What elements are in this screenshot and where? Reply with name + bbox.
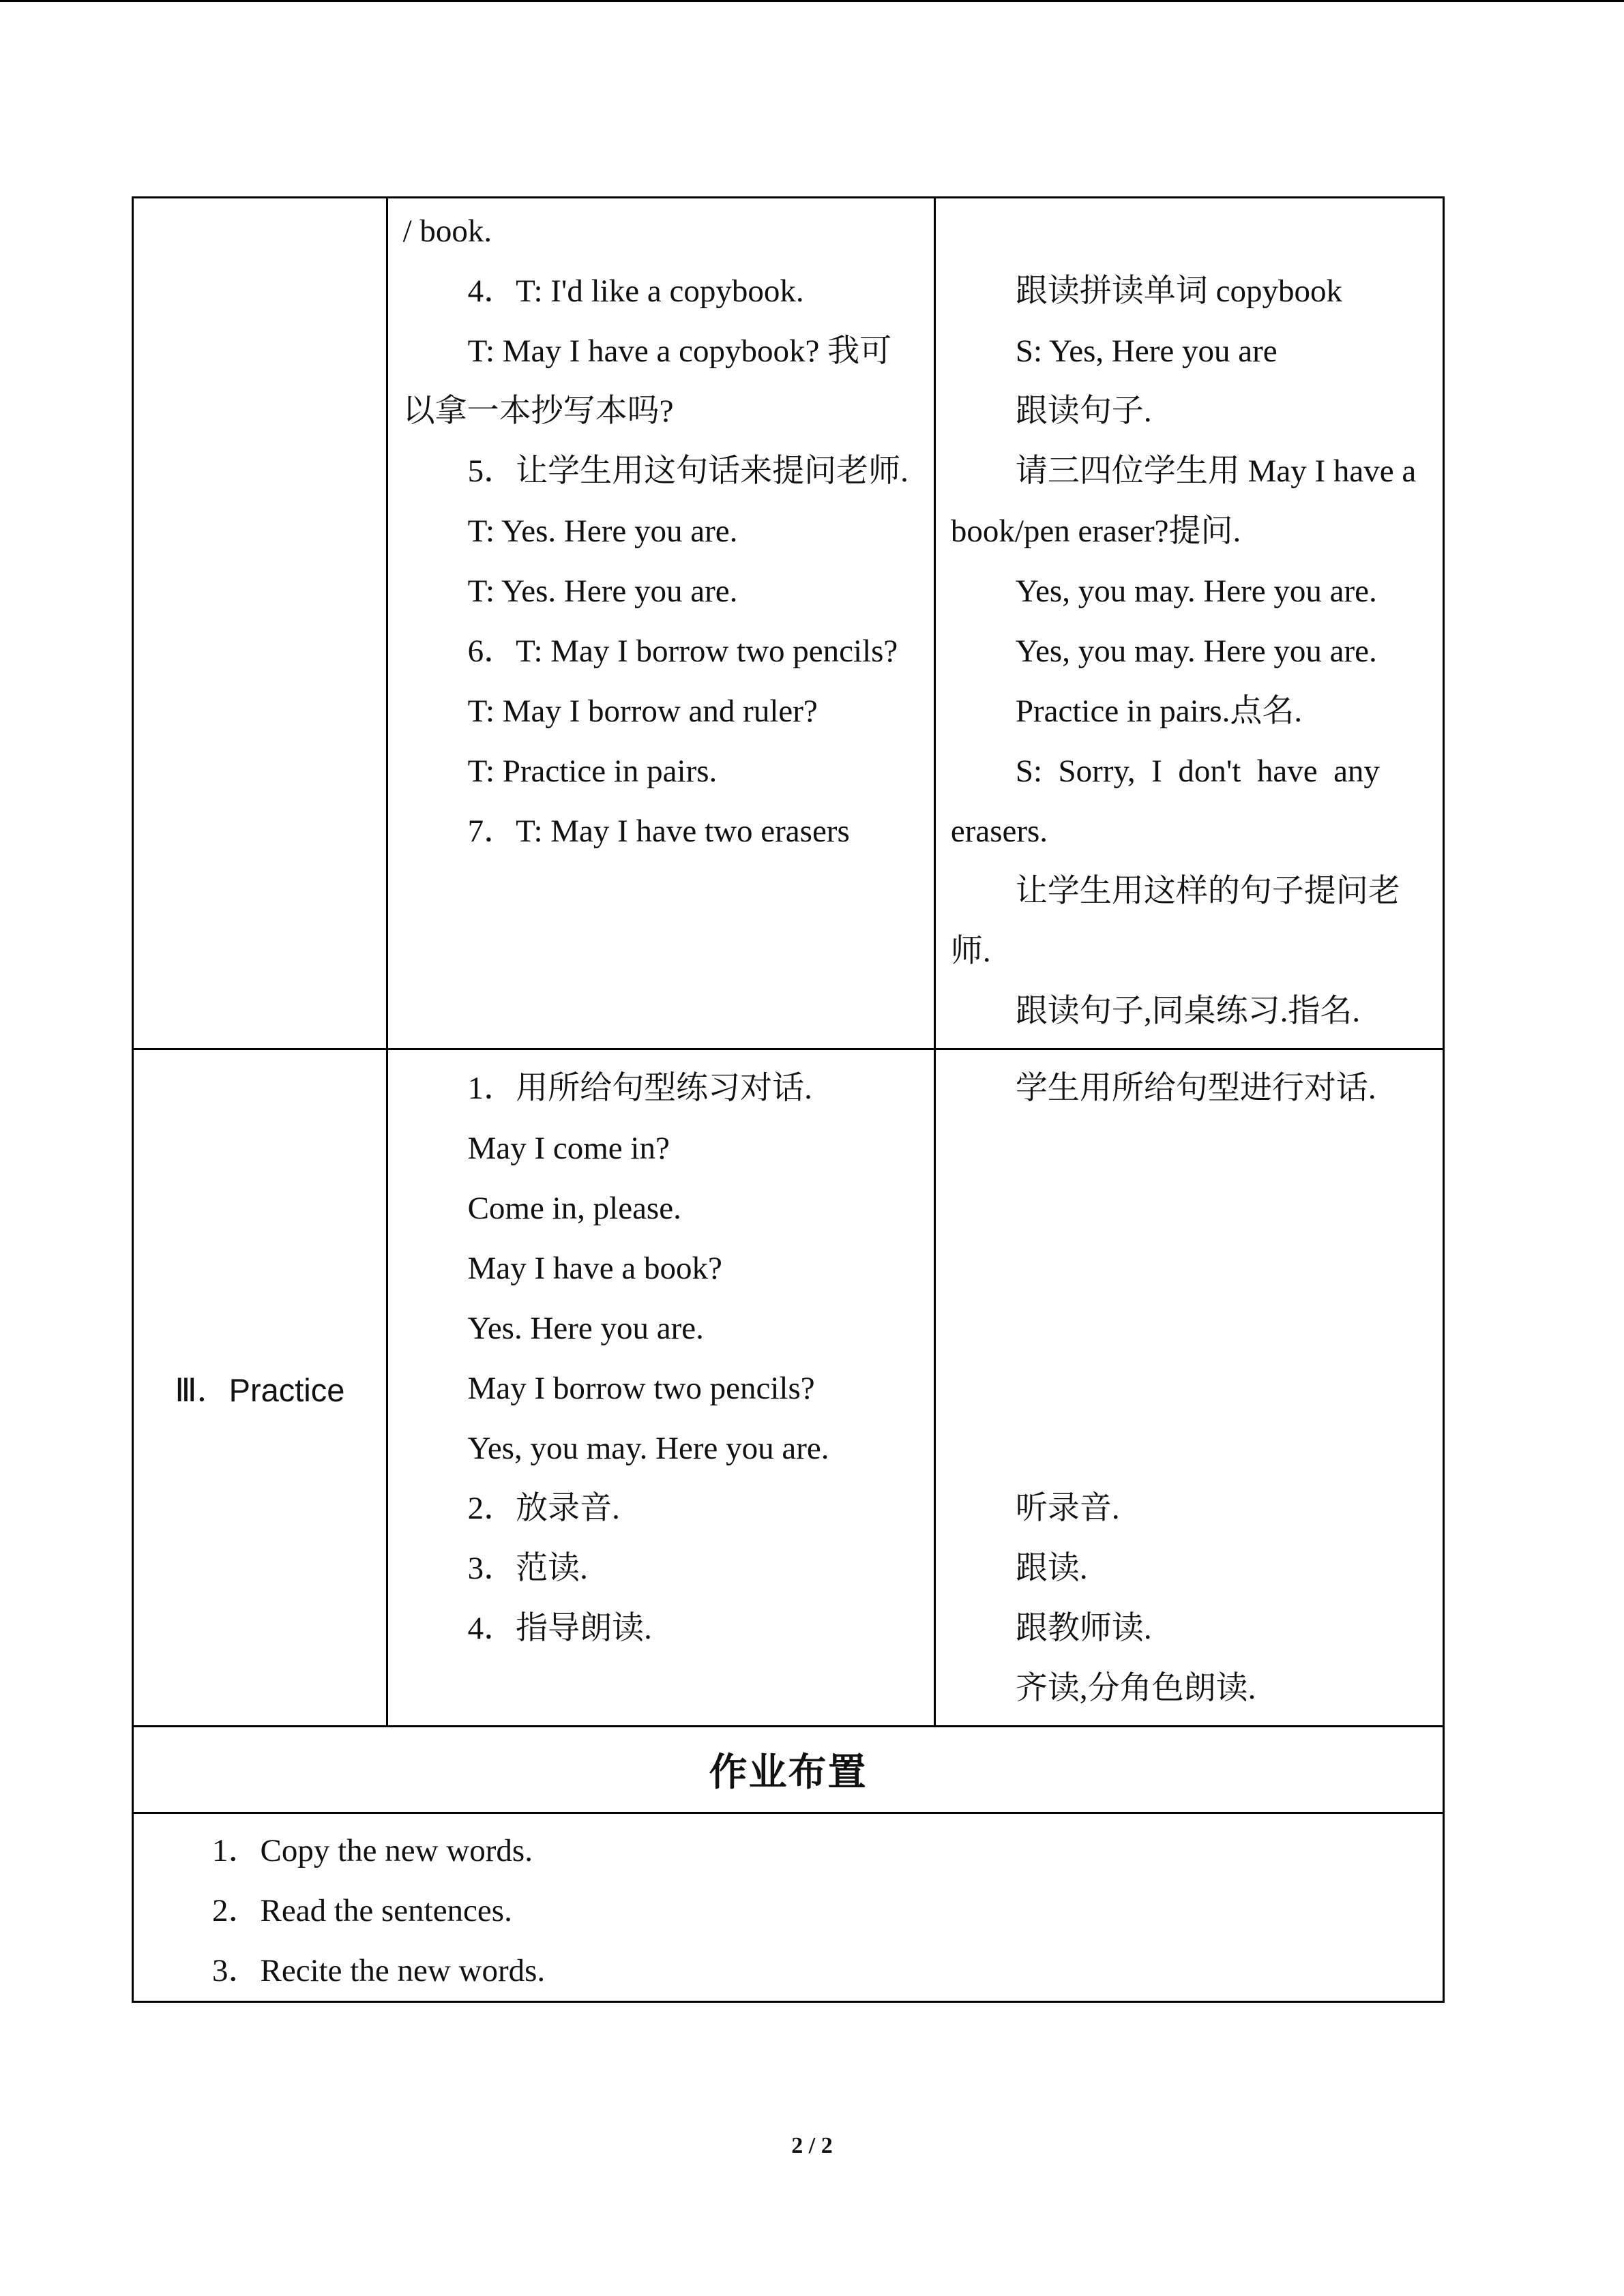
student-line: 跟读句子. [1015,393,1152,429]
stage-label: Ⅲ．Practice [175,1371,345,1408]
student-line [951,1118,1429,1178]
teacher-line: Yes, you may. Here you are. [467,1431,829,1466]
student-line: erasers. [950,814,1048,849]
teacher-line: May I have a book? [467,1251,722,1286]
top-border-line [0,0,1624,2]
student-line [951,1238,1429,1298]
student-line [951,1178,1429,1238]
student-line: 跟读句子,同桌练习.指名. [1015,994,1361,1029]
teacher-line: T: Practice in pairs. [467,754,718,789]
student-line: 跟读拼读单词 copybook [1015,273,1342,309]
table-row-practice [133,1049,1444,1727]
teacher-line: 4．指导朗读. [467,1611,652,1646]
teacher-line: T: May I borrow and ruler? [467,694,818,729]
lesson-plan-table [132,196,1445,2003]
teacher-line: T: Yes. Here you are. [467,513,738,549]
student-line [951,1358,1429,1418]
student-line: 跟教师读. [1015,1611,1152,1646]
teacher-line: May I come in? [467,1131,670,1166]
teacher-line: T: May I have a copybook? 我可 [467,333,892,369]
student-line: book/pen eraser?提问. [950,513,1241,549]
table-row-homework-title [133,1727,1444,1813]
student-line: S: Sorry, I don't have any [1015,754,1380,789]
homework-item: 2．Read the sentences. [212,1893,512,1928]
teacher-line: Come in, please. [467,1191,681,1226]
student-line: 学生用所给句型进行对话. [1015,1071,1376,1106]
student-line [951,1298,1429,1358]
student-line: Yes, you may. Here you are. [1015,633,1377,669]
teacher-activity-cell [387,198,934,1049]
homework-item: 3．Recite the new words. [212,1953,546,1988]
stage-cell-practice [133,1049,387,1727]
teacher-line: / book. [402,213,492,249]
student-line: 听录音. [1015,1491,1120,1526]
teacher-line: May I borrow two pencils? [467,1371,815,1406]
table-row-homework-items [133,1813,1444,2002]
teacher-line: 5．让学生用这句话来提问老师. [467,453,909,489]
student-line: 师. [950,934,991,969]
teacher-line: 1．用所给句型练习对话. [467,1071,812,1106]
teacher-activity-cell [387,1049,934,1727]
homework-items-cell [133,1813,1444,2002]
teacher-line: 6．T: May I borrow two pencils? [467,633,898,669]
student-line: Practice in pairs.点名. [1015,694,1303,729]
student-activity-cell [934,198,1443,1049]
student-activity-cell [934,1049,1443,1727]
student-line: S: Yes, Here you are [1015,333,1278,369]
student-line: Yes, you may. Here you are. [1015,573,1377,609]
student-line [951,1418,1429,1478]
homework-title-cell [133,1727,1444,1813]
teacher-line: 3．范读. [467,1551,588,1586]
homework-title: 作业布置 [709,1750,868,1795]
student-line: 请三四位学生用 May I have a [1015,453,1417,489]
stage-cell-empty [133,198,387,1049]
teacher-line: 7．T: May I have two erasers [467,814,850,849]
page-number: 2 / 2 [791,2133,833,2158]
teacher-line: 2．放录音. [467,1491,620,1526]
student-line: 齐读,分角色朗读. [1015,1671,1256,1706]
student-line: 跟读. [1015,1551,1088,1586]
homework-item: 1．Copy the new words. [212,1833,533,1868]
teacher-line: 4．T: I'd like a copybook. [467,273,804,309]
teacher-line: T: Yes. Here you are. [467,573,738,609]
student-line: 让学生用这样的句子提问老 [1015,874,1400,909]
teacher-line: 以拿一本抄写本吗? [402,393,674,429]
student-line [951,201,1429,261]
table-row-activities [133,198,1444,1049]
teacher-line: Yes. Here you are. [467,1311,704,1346]
